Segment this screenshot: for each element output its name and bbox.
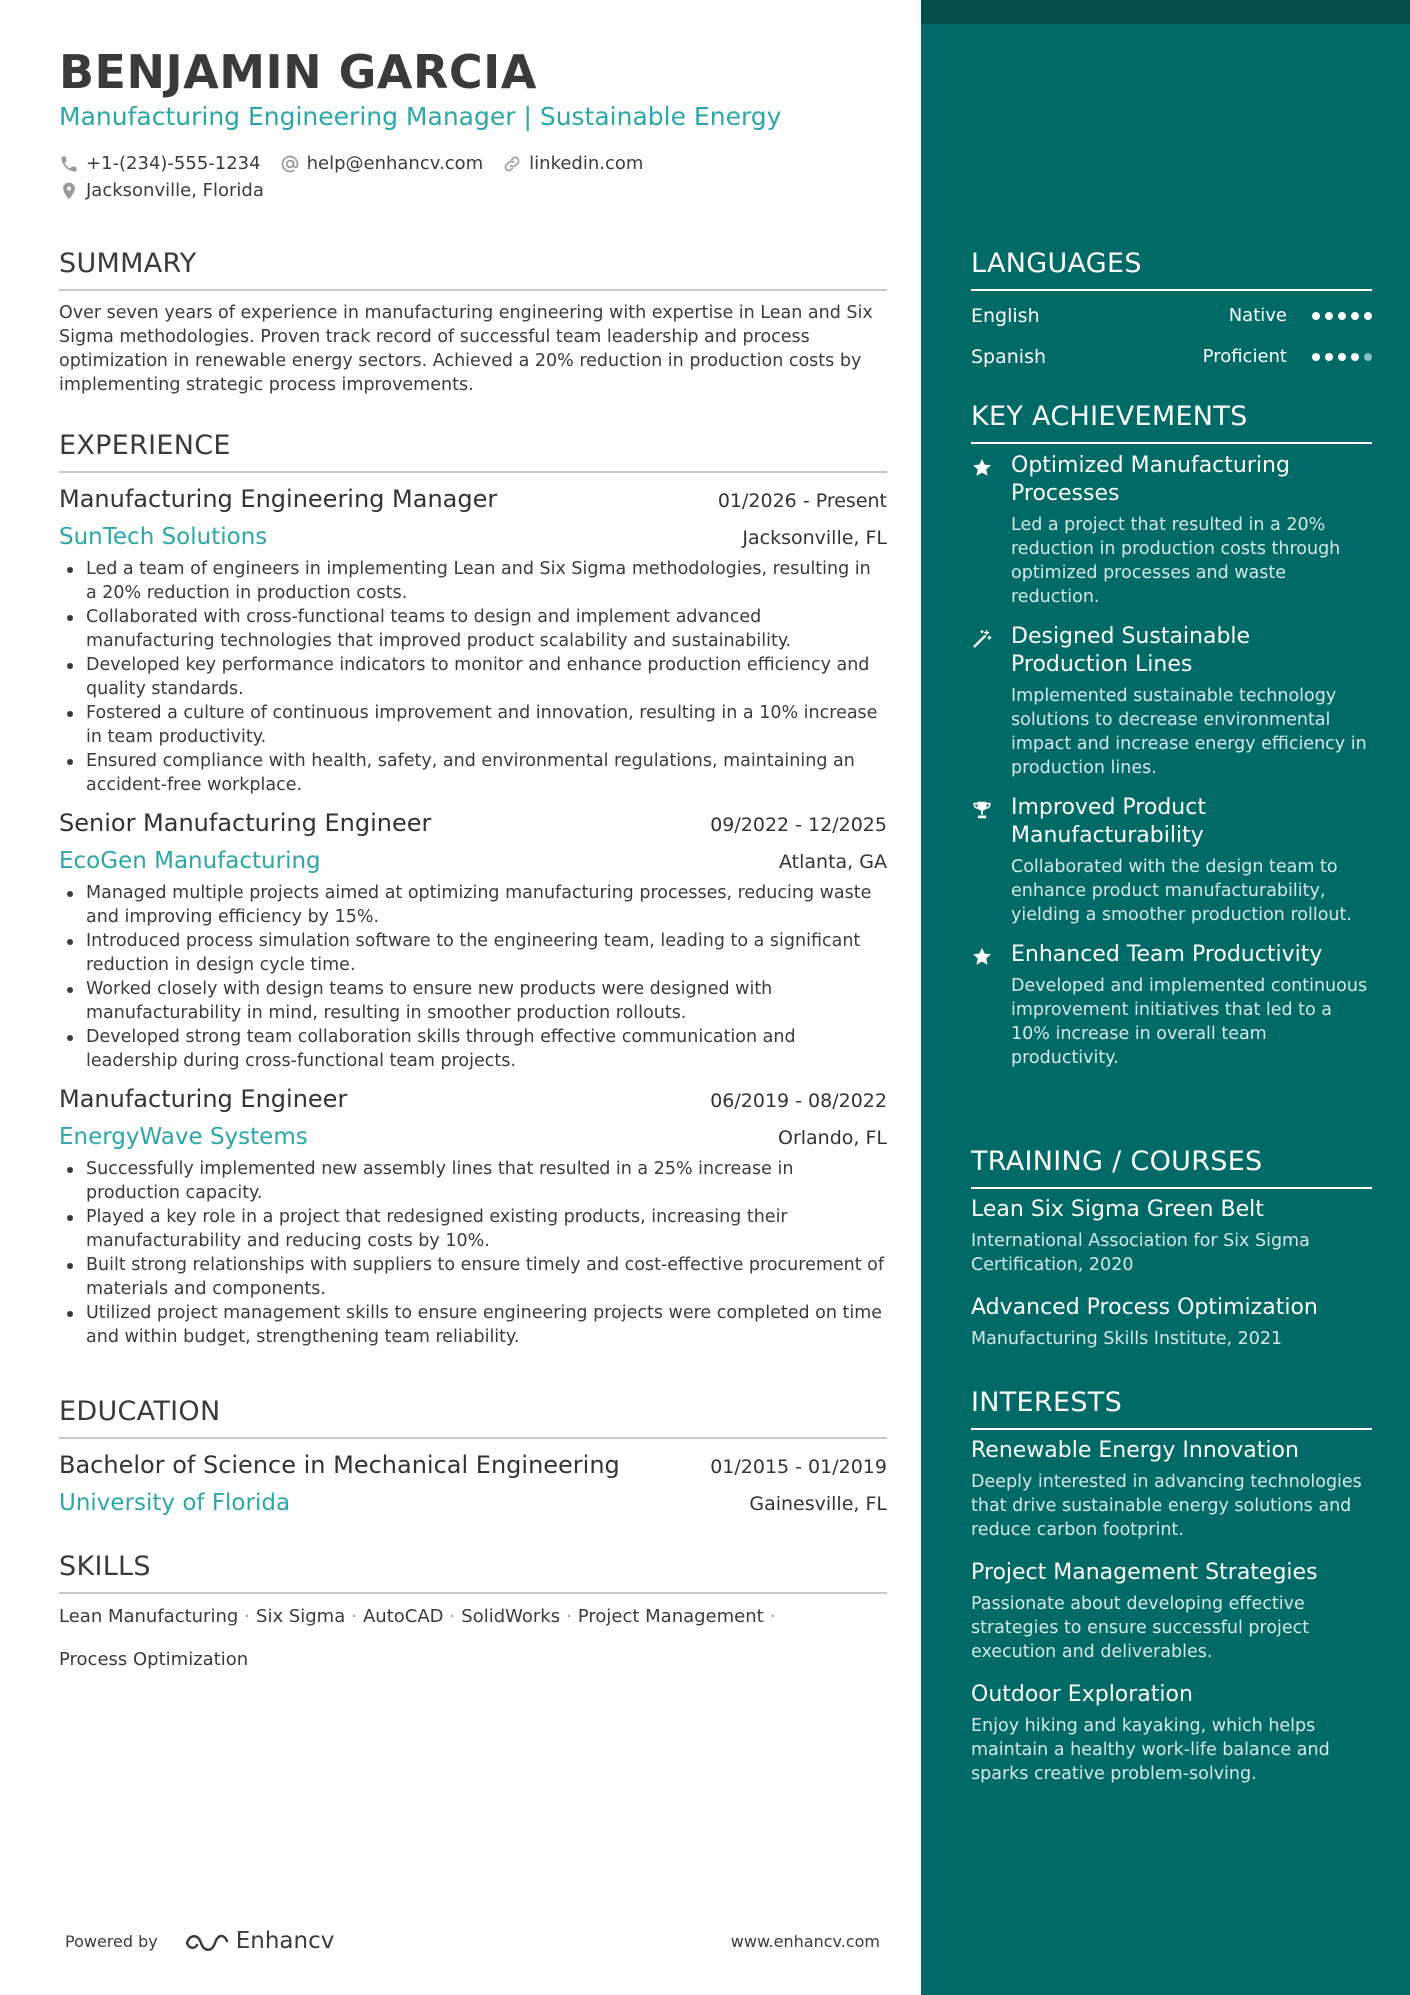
interests-section — [971, 1386, 1372, 1786]
skills-line: Lean Manufacturing · Six Sigma · AutoCAD · SolidWorks · Project Management · — [59, 1606, 776, 1627]
email-contact[interactable] — [280, 153, 484, 174]
section-heading: SUMMARY — [59, 247, 887, 291]
section-heading: TRAINING / COURSES — [971, 1145, 1372, 1189]
job-title: Manufacturing Engineering Manager — [59, 485, 498, 513]
language-name: Spanish — [971, 345, 1047, 368]
candidate-title: Manufacturing Engineering Manager | Sustainable Energy — [59, 102, 782, 131]
job-entry — [59, 805, 887, 1073]
phone-icon — [59, 154, 79, 174]
job-title: Manufacturing Engineer — [59, 1085, 348, 1113]
bullet-item: Ensured compliance with health, safety, and environmental regulations, maintaining an accident-free workplace. — [59, 749, 887, 797]
interest-desc: Enjoy hiking and kayaking, which helps maintain a healthy work-life balance and sparks creative problem-solving. — [971, 1716, 1330, 1784]
section-heading: KEY ACHIEVEMENTS — [971, 400, 1372, 444]
bullet-item: Played a key role in a project that redesigned existing products, increasing their manufacturability and reducing costs by 10%. — [59, 1205, 887, 1253]
interest-item — [971, 1680, 1372, 1786]
skill-item: AutoCAD — [362, 1606, 444, 1627]
achievement-desc: Collaborated with the design team to enhance product manufacturability, yielding a smoother production rollout. — [1011, 857, 1352, 925]
degree-title: Bachelor of Science in Mechanical Engineering — [59, 1451, 620, 1479]
school-location: Gainesville, FL — [749, 1493, 887, 1515]
footer — [65, 1928, 880, 1954]
interest-title: Project Management Strategies — [971, 1560, 1318, 1585]
education-dates: 01/2015 - 01/2019 — [710, 1456, 887, 1478]
job-location: Orlando, FL — [777, 1127, 887, 1149]
proficiency-dot — [1325, 353, 1333, 361]
location-text: Jacksonville, Florida — [86, 180, 264, 201]
job-location: Atlanta, GA — [779, 851, 887, 873]
proficiency-dot — [1364, 312, 1372, 320]
summary-text: Over seven years of experience in manufacturing engineering with expertise in Lean and Six Sigma methodologies. Proven track record of successful team leadership and process optimization in renewable energy sectors. Achieved a 20% reduction in production costs by implementing strategic process improvements. — [59, 303, 873, 395]
bullet-item: Built strong relationships with suppliers to ensure timely and cost-effective procurement of materials and components. — [59, 1253, 887, 1301]
skills-line — [59, 1639, 887, 1680]
language-name: English — [971, 304, 1040, 327]
email-address: help@enhancv.com — [306, 153, 484, 174]
linkedin-contact[interactable] — [502, 153, 643, 174]
company-name: EnergyWave Systems — [59, 1124, 308, 1150]
section-heading: SKILLS — [59, 1550, 887, 1594]
trophy-icon — [971, 799, 993, 821]
proficiency-dots — [1307, 312, 1372, 320]
achievement-item — [971, 623, 1372, 780]
footer-url[interactable]: www.enhancv.com — [730, 1931, 880, 1951]
language-row — [971, 336, 1372, 377]
phone-contact[interactable] — [59, 153, 261, 174]
job-bullets — [59, 557, 887, 797]
sidebar — [921, 0, 1410, 1995]
bullet-item: Utilized project management skills to ensure engineering projects were completed on time and within budget, strengthening team reliability. — [59, 1301, 887, 1349]
bullet-item: Managed multiple projects aimed at optimizing manufacturing processes, reducing waste and improving efficiency by 15%. — [59, 881, 887, 929]
phone-number: +1-(234)-555-1234 — [86, 153, 261, 174]
job-entry — [59, 1081, 887, 1349]
job-bullets — [59, 1157, 887, 1349]
enhancv-logo-icon — [184, 1929, 230, 1953]
skill-item: Six Sigma — [256, 1606, 346, 1627]
achievement-item — [971, 794, 1372, 927]
link-icon — [502, 154, 522, 174]
candidate-name: BENJAMIN GARCIA — [59, 45, 537, 99]
education-section — [59, 1395, 887, 1521]
enhancv-logo[interactable] — [184, 1928, 335, 1954]
interest-title: Renewable Energy Innovation — [971, 1438, 1299, 1463]
bullet-item: Fostered a culture of continuous improvement and innovation, resulting in a 10% increase in team productivity. — [59, 701, 887, 749]
achievement-desc: Led a project that resulted in a 20% reduction in production costs through optimized processes and waste reduction. — [1011, 515, 1341, 607]
training-title: Advanced Process Optimization — [971, 1295, 1318, 1320]
language-level: Proficient — [1202, 346, 1287, 367]
map-pin-icon — [59, 181, 79, 201]
language-row — [971, 295, 1372, 336]
skills-section — [59, 1550, 887, 1680]
proficiency-dot — [1338, 353, 1346, 361]
brand-name: Enhancv — [235, 1928, 335, 1954]
skill-item: Lean Manufacturing — [59, 1606, 239, 1627]
proficiency-dot — [1312, 312, 1320, 320]
skill-item: Project Management — [577, 1606, 764, 1627]
summary-section — [59, 247, 887, 397]
skill-item: Process Optimization — [59, 1649, 249, 1670]
contact-info — [59, 150, 887, 204]
achievement-title: Improved Product Manufacturability — [1011, 795, 1206, 848]
linkedin-url: linkedin.com — [529, 153, 644, 174]
at-icon — [280, 154, 300, 174]
achievement-title: Optimized Manufacturing Processes — [1011, 453, 1290, 506]
achievement-desc: Developed and implemented continuous improvement initiatives that led to a 10% increase in overall team productivity. — [1011, 976, 1368, 1068]
education-entry — [59, 1447, 887, 1521]
proficiency-dot — [1351, 312, 1359, 320]
skill-item: SolidWorks — [461, 1606, 561, 1627]
interest-title: Outdoor Exploration — [971, 1682, 1193, 1707]
magic-wand-icon — [971, 628, 993, 650]
interest-desc: Deeply interested in advancing technologies that drive sustainable energy solutions and reduce carbon footprint. — [971, 1472, 1362, 1540]
job-location: Jacksonville, FL — [742, 527, 887, 549]
experience-section — [59, 429, 887, 1349]
proficiency-dot — [1364, 353, 1372, 361]
bullet-item: Successfully implemented new assembly lines that resulted in a 25% increase in production capacity. — [59, 1157, 887, 1205]
proficiency-dot — [1312, 353, 1320, 361]
proficiency-dot — [1325, 312, 1333, 320]
interest-item — [971, 1436, 1372, 1542]
section-heading: LANGUAGES — [971, 247, 1372, 291]
bullet-item: Collaborated with cross-functional teams to design and implement advanced manufacturing technologies that improved product scalability and sustainability. — [59, 605, 887, 653]
resume-header — [59, 44, 887, 204]
job-dates: 01/2026 - Present — [717, 490, 887, 512]
achievement-title: Designed Sustainable Production Lines — [1011, 624, 1251, 677]
training-item — [971, 1293, 1372, 1351]
bullet-item: Worked closely with design teams to ensure new products were designed with manufacturability in mind, resulting in smoother production rollouts. — [59, 977, 887, 1025]
sidebar-top-band — [921, 0, 1410, 24]
bullet-item: Developed key performance indicators to monitor and enhance production efficiency and quality standards. — [59, 653, 887, 701]
bullet-item: Led a team of engineers in implementing Lean and Six Sigma methodologies, resulting in a 20% reduction in production costs. — [59, 557, 887, 605]
section-heading: EDUCATION — [59, 1395, 887, 1439]
proficiency-dots — [1307, 353, 1372, 361]
interest-item — [971, 1558, 1372, 1664]
bullet-item: Developed strong team collaboration skills through effective communication and leadership during cross-functional team projects. — [59, 1025, 887, 1073]
language-level: Native — [1228, 305, 1287, 326]
job-title: Senior Manufacturing Engineer — [59, 809, 432, 837]
job-entry — [59, 481, 887, 797]
proficiency-dot — [1351, 353, 1359, 361]
star-icon — [971, 946, 993, 968]
achievements-section — [971, 400, 1372, 1070]
bullet-item: Introduced process simulation software to the engineering team, leading to a significant reduction in design cycle time. — [59, 929, 887, 977]
school-name: University of Florida — [59, 1490, 291, 1516]
achievement-title: Enhanced Team Productivity — [1011, 942, 1323, 967]
interest-desc: Passionate about developing effective strategies to ensure successful project execution and deliverables. — [971, 1594, 1310, 1662]
job-dates: 09/2022 - 12/2025 — [710, 814, 887, 836]
achievement-desc: Implemented sustainable technology solutions to decrease environmental impact and increase energy efficiency in production lines. — [1011, 686, 1367, 778]
section-heading: INTERESTS — [971, 1386, 1372, 1430]
achievement-item — [971, 452, 1372, 609]
star-icon — [971, 457, 993, 479]
training-section — [971, 1145, 1372, 1351]
location-contact — [59, 180, 264, 201]
company-name: SunTech Solutions — [59, 524, 268, 550]
training-item — [971, 1195, 1372, 1277]
powered-by-label: Powered by — [65, 1931, 158, 1951]
training-desc: Manufacturing Skills Institute, 2021 — [971, 1329, 1283, 1349]
training-title: Lean Six Sigma Green Belt — [971, 1197, 1264, 1222]
company-name: EcoGen Manufacturing — [59, 848, 321, 874]
job-bullets — [59, 881, 887, 1073]
powered-by — [65, 1928, 334, 1954]
achievement-item — [971, 941, 1372, 1070]
languages-section — [971, 247, 1372, 377]
section-heading: EXPERIENCE — [59, 429, 887, 473]
job-dates: 06/2019 - 08/2022 — [710, 1090, 887, 1112]
proficiency-dot — [1338, 312, 1346, 320]
training-desc: International Association for Six Sigma Certification, 2020 — [971, 1231, 1310, 1275]
